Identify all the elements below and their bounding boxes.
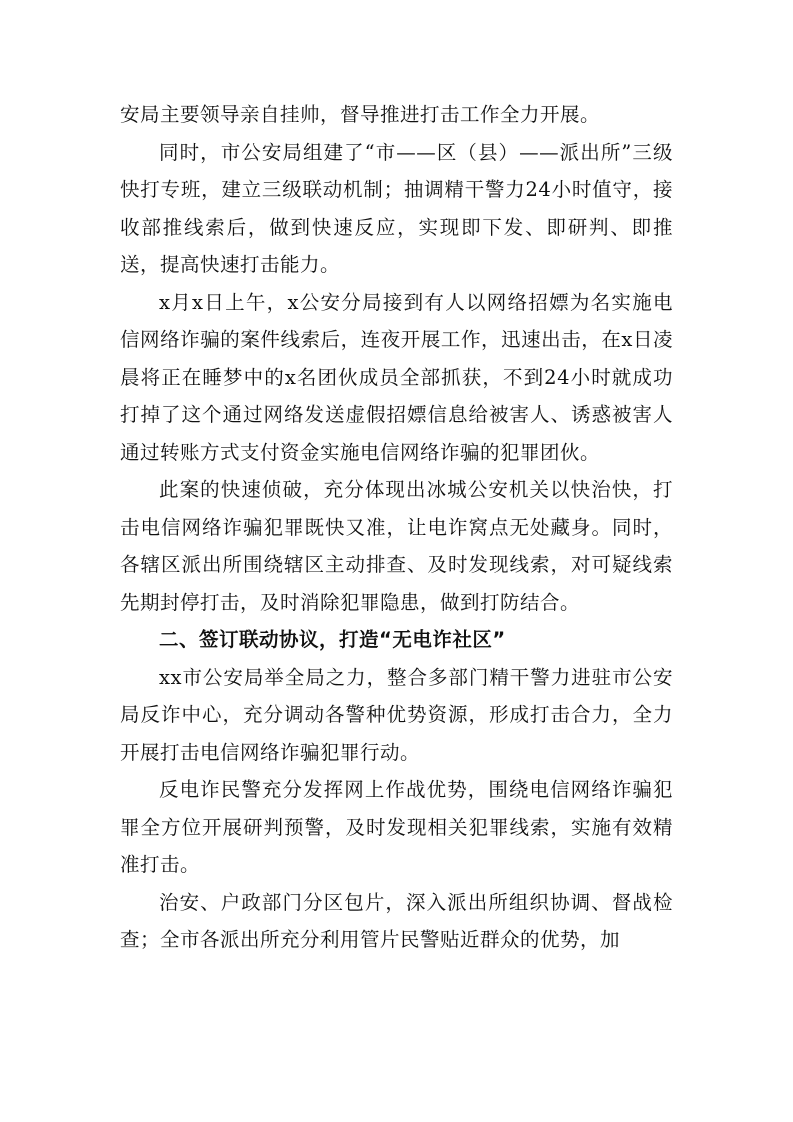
paragraph-district-coverage: 治安、户政部门分区包片，深入派出所组织协调、督战检查；全市各派出所充分利用管片民警贴近群众的优势，加 — [120, 890, 673, 951]
paragraph-case-report: x月x日上午，x公安分局接到有人以网络招嫖为名实施电信网络诈骗的案件线索后，连夜开展工作，迅速出击，在x日凌晨将正在睡梦中的x名团伙成员全部抓获，不到24小时就成功打掉了这个通过网络发送虚假招嫖信息给被害人、诱惑被害人通过转账方式支付资金实施电信网络诈骗的犯罪团伙。 — [120, 290, 673, 464]
document-page — [120, 96, 673, 959]
paragraph-continuation: 安局主要领导亲自挂帅，督导推进打击工作全力开展。 — [120, 103, 601, 126]
paragraph-case-summary: 此案的快速侦破，充分体现出冰城公安机关以快治快，打击电信网络诈骗犯罪既快又准，让电诈窝点无处藏身。同时，各辖区派出所围绕辖区主动排查、及时发现线索，对可疑线索先期封停打击，及时消除犯罪隐患，做到打防结合。 — [120, 478, 673, 614]
paragraph-online-warfare: 反电诈民警充分发挥网上作战优势，围绕电信网络诈骗犯罪全方位开展研判预警，及时发现相关犯罪线索，实施有效精准打击。 — [120, 778, 673, 876]
section-heading: 二、签订联动协议，打造“无电诈社区” — [159, 628, 506, 651]
paragraph-anti-fraud-center: xx市公安局举全局之力，整合多部门精干警力进驻市公安局反诈中心，充分调动各警种优势资源，形成打击合力，全力开展打击电信网络诈骗犯罪行动。 — [120, 665, 673, 764]
paragraph-special-unit: 同时，市公安局组建了“市——区（县）——派出所”三级快打专班，建立三级联动机制；抽调精干警力24小时值守，接收部推线索后，做到快速反应，实现即下发、即研判、即推送，提高快速打击能力。 — [120, 140, 673, 276]
